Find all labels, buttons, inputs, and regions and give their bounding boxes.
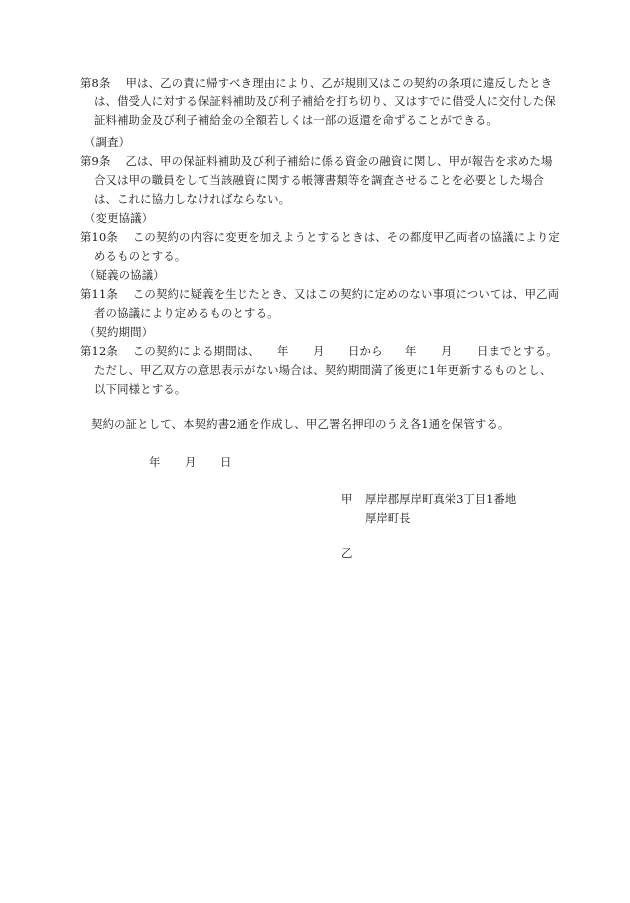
article-10-heading: （変更協議） xyxy=(84,211,154,225)
article-11-line-1 xyxy=(80,287,559,301)
article-12-period-prefix: この契約による期間は、 xyxy=(132,344,260,358)
article-12-line-3: 以下同様とする。 xyxy=(94,382,187,396)
article-12-end-day: 日までとする。 xyxy=(477,344,558,358)
article-8-line-2: は、借受人に対する保証料補助及び利子補給を打ち切り、又はすでに借受人に交付した保 xyxy=(94,94,556,108)
article-9-heading: （調査） xyxy=(84,135,131,149)
article-10-text-1: この契約の内容に変更を加えようとするときは、その都度甲乙両者の協議により定 xyxy=(132,230,560,244)
party-kou-title: 厚岸町長 xyxy=(365,511,411,525)
article-11-text-1: この契約に疑義を生じたとき、又はこの契約に定めのない事項については、甲乙両 xyxy=(132,287,560,301)
article-8-line-3: 証料補助金及び利子補給金の全額若しくは一部の返還を命ずることができる。 xyxy=(94,113,498,127)
article-12-number: 第12条 xyxy=(80,344,118,358)
article-11-line-2: 者の協議により定めるものとする。 xyxy=(94,306,279,320)
article-12-end-month: 月 xyxy=(441,344,453,358)
article-10-line-2: めるものとする。 xyxy=(94,249,187,263)
party-kou-label: 甲 xyxy=(341,492,353,506)
article-11-heading: （疑義の協議） xyxy=(84,268,165,282)
article-12-start-month: 月 xyxy=(313,344,325,358)
article-9-number: 第9条 xyxy=(80,154,111,168)
article-12-heading: （契約期間） xyxy=(84,325,154,339)
article-9-text-1: 乙は、甲の保証料補助及び利子補給に係る資金の融資に関し、甲が報告を求めた場 xyxy=(125,154,553,168)
article-8-text-1: 甲は、乙の責に帰すべき理由により、乙が規則又はこの契約の条項に違反したとき xyxy=(125,76,553,90)
party-otsu-label: 乙 xyxy=(341,546,353,560)
article-12-line-2: ただし、甲乙双方の意思表示がない場合は、契約期間満了後更に1年更新するものとし、 xyxy=(94,363,552,377)
article-9-line-2: 合又は甲の職員をして当該融資に関する帳簿書類等を調査させることを必要とした場合 xyxy=(94,173,545,187)
party-kou-address: 厚岸郡厚岸町真栄3丁目1番地 xyxy=(365,492,517,506)
article-12-line-1 xyxy=(80,344,260,358)
article-11-number: 第11条 xyxy=(80,287,118,301)
article-9-line-3: は、これに協力しなければならない。 xyxy=(94,192,291,206)
article-12-start-day: 日から xyxy=(348,344,383,358)
article-12-end-year: 年 xyxy=(405,344,417,358)
closing-statement: 契約の証として、本契約書2通を作成し、甲乙署名押印のうえ各1通を保管する。 xyxy=(91,417,510,431)
article-10-line-1 xyxy=(80,230,560,244)
article-8-number: 第8条 xyxy=(80,76,111,90)
signing-day: 日 xyxy=(220,455,232,469)
signing-month: 月 xyxy=(185,455,197,469)
signing-year: 年 xyxy=(149,455,161,469)
article-9-line-1 xyxy=(80,154,553,168)
article-8-line-1 xyxy=(80,76,552,90)
article-12-start-year: 年 xyxy=(277,344,289,358)
article-10-number: 第10条 xyxy=(80,230,118,244)
